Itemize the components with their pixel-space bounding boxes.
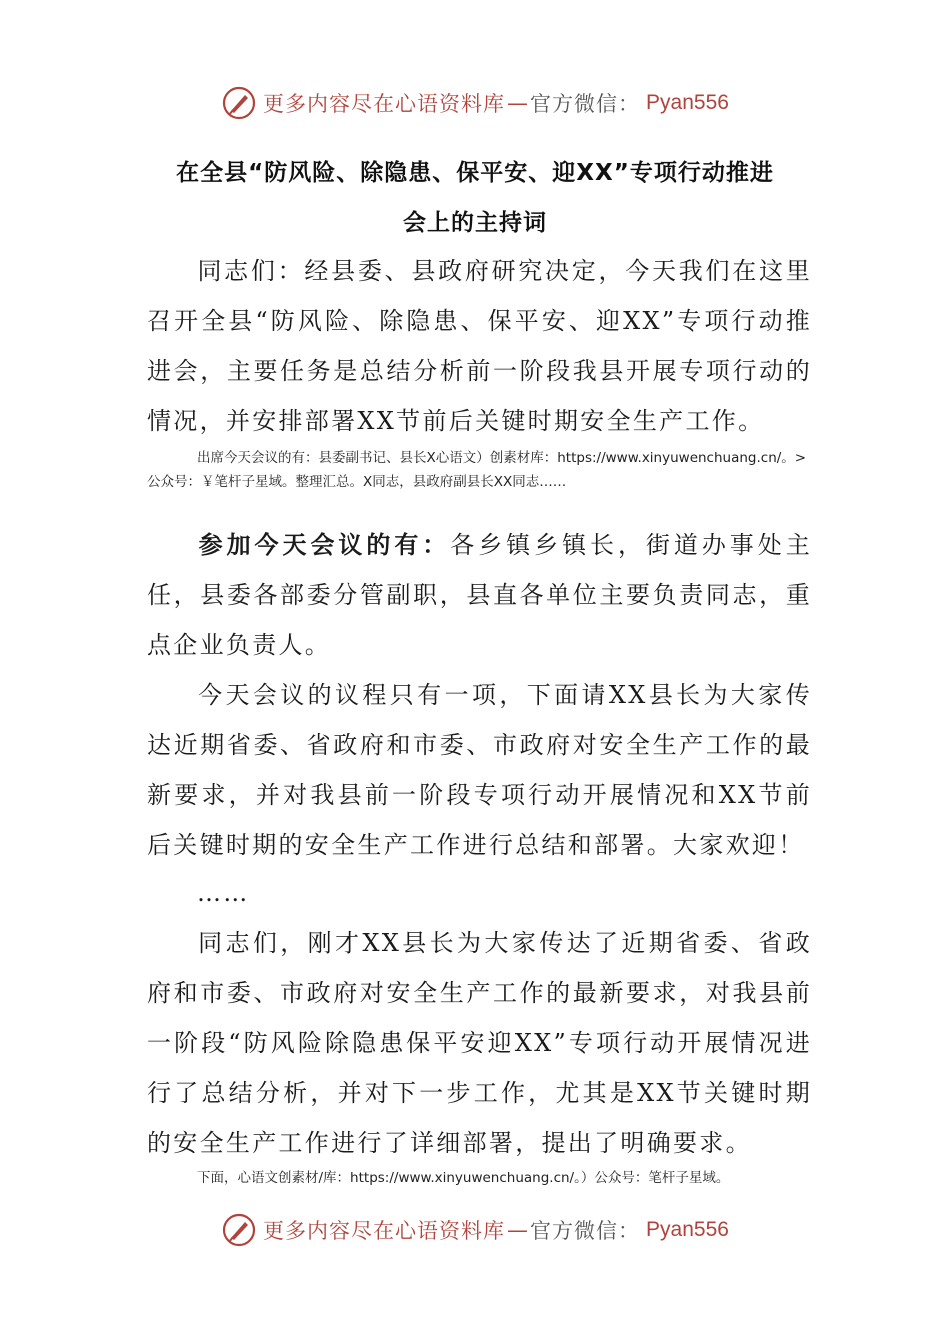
inserted-note-following <box>147 1166 815 1190</box>
banner-dash: — <box>507 91 529 115</box>
ellipsis-line <box>147 868 812 918</box>
paragraph-participants <box>147 520 812 670</box>
participants-text: 各乡镇乡镇长，街道办事处主任，县委各部委分管副职，县直各单位主要负责同志，重点企业负责人。 <box>147 531 812 659</box>
inserted-note-attendees-text: 出席今天会议的有：县委副书记、县长X心语文）创素材库：https://www.xinyuwenchuang.cn/。>公众号：￥笔杆子星域。整理汇总。X同志，县政府副县长XX同志…… <box>147 450 807 490</box>
paragraph-opening-text: 同志们：经县委、县政府研究决定，今天我们在这里召开全县“防风险、除隐患、保平安、迎XX”专项行动推进会，主要任务是总结分析前一阶段我县开展专项行动的情况，并安排部署XX节前后关键时期安全生产工作。 <box>147 257 812 435</box>
banner-dash: — <box>507 1218 529 1242</box>
header-banner <box>0 81 950 125</box>
paragraph-agenda <box>147 670 812 870</box>
document-title-line2: 会上的主持词 <box>403 210 547 236</box>
inserted-note-attendees <box>147 446 815 494</box>
banner-wechat-id: Pyan556 <box>646 1218 729 1241</box>
banner-brand: 更多内容尽在心语资料库 <box>263 1219 506 1243</box>
pen-logo-icon <box>221 85 257 121</box>
pen-logo-icon <box>221 1212 257 1248</box>
paragraph-opening <box>147 246 812 446</box>
footer-banner <box>0 1208 950 1252</box>
document-title-line1: 在全县“防风险、除隐患、保平安、迎XX”专项行动推进 <box>176 160 774 186</box>
paragraph-summary-text: 同志们，刚才XX县长为大家传达了近期省委、省政府和市委、市政府对安全生产工作的最新要求，对我县前一阶段“防风险除隐患保平安迎XX”专项行动开展情况进行了总结分析，并对下一步工作，尤其是XX节关键时期的安全生产工作进行了详细部署，提出了明确要求。 <box>147 929 812 1157</box>
banner-wechat-label: 官方微信： <box>530 1219 641 1243</box>
ellipsis-text: …… <box>197 879 250 907</box>
banner-wechat-id: Pyan556 <box>646 91 729 114</box>
participants-lead: 参加今天会议的有： <box>197 531 451 559</box>
banner-brand: 更多内容尽在心语资料库 <box>263 92 506 116</box>
banner-wechat-label: 官方微信： <box>530 92 641 116</box>
inserted-note-following-text: 下面，心语文创素材/库：https://www.xinyuwenchuang.cn/。）公众号：笔杆子星域。 <box>197 1170 730 1186</box>
paragraph-agenda-text: 今天会议的议程只有一项，下面请XX县长为大家传达近期省委、省政府和市委、市政府对安全生产工作的最新要求，并对我县前一阶段专项行动开展情况和XX节前后关键时期的安全生产工作进行总结和部署。大家欢迎！ <box>147 681 812 859</box>
paragraph-summary <box>147 918 812 1168</box>
